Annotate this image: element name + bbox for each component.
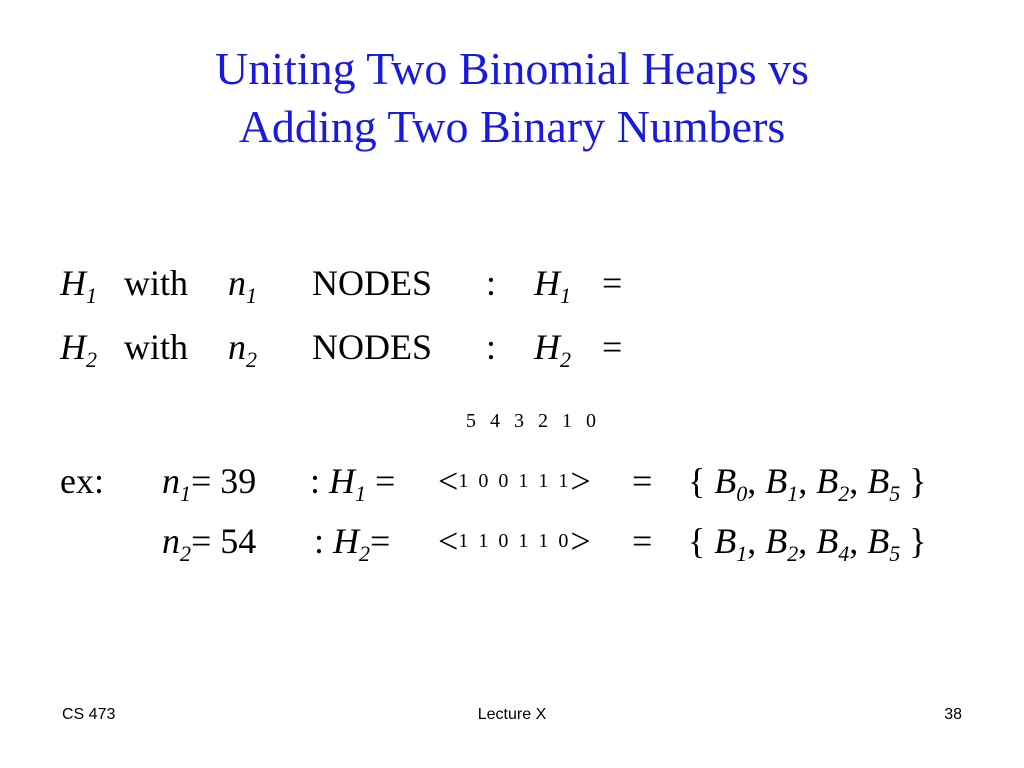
ex1-bit: 1 (518, 470, 529, 492)
ex1-set-sub: 5 (889, 481, 901, 506)
ex1-h-sub: 1 (355, 481, 367, 506)
row1-with: with (124, 263, 189, 303)
ex2-set-b: B (816, 521, 839, 561)
ex1-colon: : (310, 461, 321, 501)
ex1-eq2: = (632, 461, 653, 501)
ex1-set-sub: 1 (787, 481, 799, 506)
ex2-eq2: = (632, 521, 653, 561)
row1-h-symbol: H (60, 263, 86, 303)
ex2-bit: 1 (538, 530, 549, 552)
footer-lecture: Lecture X (477, 706, 547, 723)
ex2-lt: < (438, 521, 459, 561)
ex2-n-sub: 2 (180, 541, 191, 566)
ex1-bit-vector (438, 460, 591, 502)
ex2-bit: 0 (558, 530, 569, 552)
row1-n-sub: 1 (246, 283, 257, 308)
row-h1-definition (60, 262, 97, 308)
bit-index: 2 (538, 410, 548, 432)
row1-n (228, 262, 257, 308)
row2-eq: = (602, 327, 623, 367)
ex1-lt: < (438, 461, 459, 501)
ex2-h-sub: 2 (359, 541, 371, 566)
bit-index: 1 (562, 410, 572, 432)
ex1-set-b: B (765, 461, 788, 501)
ex2-tree-set (688, 520, 927, 566)
ex2-set-open: { (688, 521, 706, 561)
ex2-n (162, 520, 257, 566)
ex2-bit: 1 (518, 530, 529, 552)
title-line-1: Uniting Two Binomial Heaps vs (215, 43, 809, 94)
ex2-h-symbol: H (333, 521, 360, 561)
ex2-set-close: } (909, 521, 927, 561)
ex1-n-sub: 1 (180, 481, 191, 506)
row1-eq: = (602, 263, 623, 303)
ex1-set-b: B (714, 461, 737, 501)
footer-course: CS 473 (62, 706, 116, 723)
bit-index-labels (466, 410, 610, 433)
ex1-tree-set (688, 460, 927, 506)
row1-h-sub: 1 (86, 283, 97, 308)
ex2-set-sep: , (798, 521, 808, 561)
ex2-n-symbol: n (162, 521, 180, 561)
ex2-bit: 1 (478, 530, 489, 552)
ex2-set-sub: 1 (736, 541, 748, 566)
title-line-2: Adding Two Binary Numbers (238, 101, 786, 152)
ex2-bit: 0 (498, 530, 509, 552)
ex2-eq: = (370, 521, 391, 561)
ex1-bit: 1 (538, 470, 549, 492)
row2-h-symbol: H (60, 327, 86, 367)
ex1-set-b: B (867, 461, 890, 501)
row1-h2 (534, 262, 571, 308)
ex1-bit: 0 (498, 470, 509, 492)
ex1-set-sep: , (849, 461, 859, 501)
ex1-set-sep: , (798, 461, 808, 501)
ex1-set-b: B (816, 461, 839, 501)
ex2-value: = 54 (191, 521, 257, 561)
ex1-eq: = (375, 461, 396, 501)
ex2-bit-vector (438, 520, 591, 562)
bit-index: 3 (514, 410, 524, 432)
ex1-set-sub: 0 (736, 481, 748, 506)
footer-page-number: 38 (944, 706, 962, 723)
row1-n-symbol: n (228, 263, 246, 303)
row2-n-sub: 2 (246, 347, 257, 372)
row2-h2-sub: 2 (560, 347, 571, 372)
ex2-h (314, 520, 391, 566)
row2-colon: : (486, 327, 497, 367)
ex2-colon: : (314, 521, 325, 561)
row2-n (228, 326, 257, 372)
row2-with: with (124, 327, 189, 367)
row2-h-sub: 2 (86, 347, 97, 372)
ex2-bit: 1 (458, 530, 469, 552)
ex2-gt: > (570, 521, 591, 561)
bit-index: 4 (490, 410, 500, 432)
row2-nodes: NODES (312, 327, 433, 367)
ex1-bit: 1 (558, 470, 569, 492)
row1-h2-sub: 1 (560, 283, 571, 308)
ex1-n-symbol: n (162, 461, 180, 501)
ex2-set-b: B (714, 521, 737, 561)
ex1-set-sub: 2 (838, 481, 850, 506)
row2-h2 (534, 326, 571, 372)
ex1-bit: 0 (478, 470, 489, 492)
ex2-set-sep: , (849, 521, 859, 561)
row1-colon: : (486, 263, 497, 303)
ex2-set-b: B (765, 521, 788, 561)
row2-h2-symbol: H (534, 327, 560, 367)
ex2-set-sub: 2 (787, 541, 799, 566)
row2-n-symbol: n (228, 327, 246, 367)
ex2-set-sub: 4 (838, 541, 850, 566)
example-label: ex: (60, 461, 104, 501)
ex2-set-sep: , (747, 521, 757, 561)
ex1-set-open: { (688, 461, 706, 501)
ex1-bit: 1 (458, 470, 469, 492)
ex2-set-b: B (867, 521, 890, 561)
row1-h2-symbol: H (534, 263, 560, 303)
ex1-set-close: } (909, 461, 927, 501)
ex2-set-sub: 5 (889, 541, 901, 566)
ex1-h-symbol: H (329, 461, 356, 501)
ex1-value: = 39 (191, 461, 257, 501)
bit-index: 0 (586, 410, 596, 432)
slide-title (0, 40, 1024, 156)
ex1-n (162, 460, 257, 506)
bit-index: 5 (466, 410, 476, 432)
ex1-h (310, 460, 396, 506)
ex1-set-sep: , (747, 461, 757, 501)
ex1-gt: > (570, 461, 591, 501)
row1-nodes: NODES (312, 263, 433, 303)
row-h2-definition (60, 326, 97, 372)
